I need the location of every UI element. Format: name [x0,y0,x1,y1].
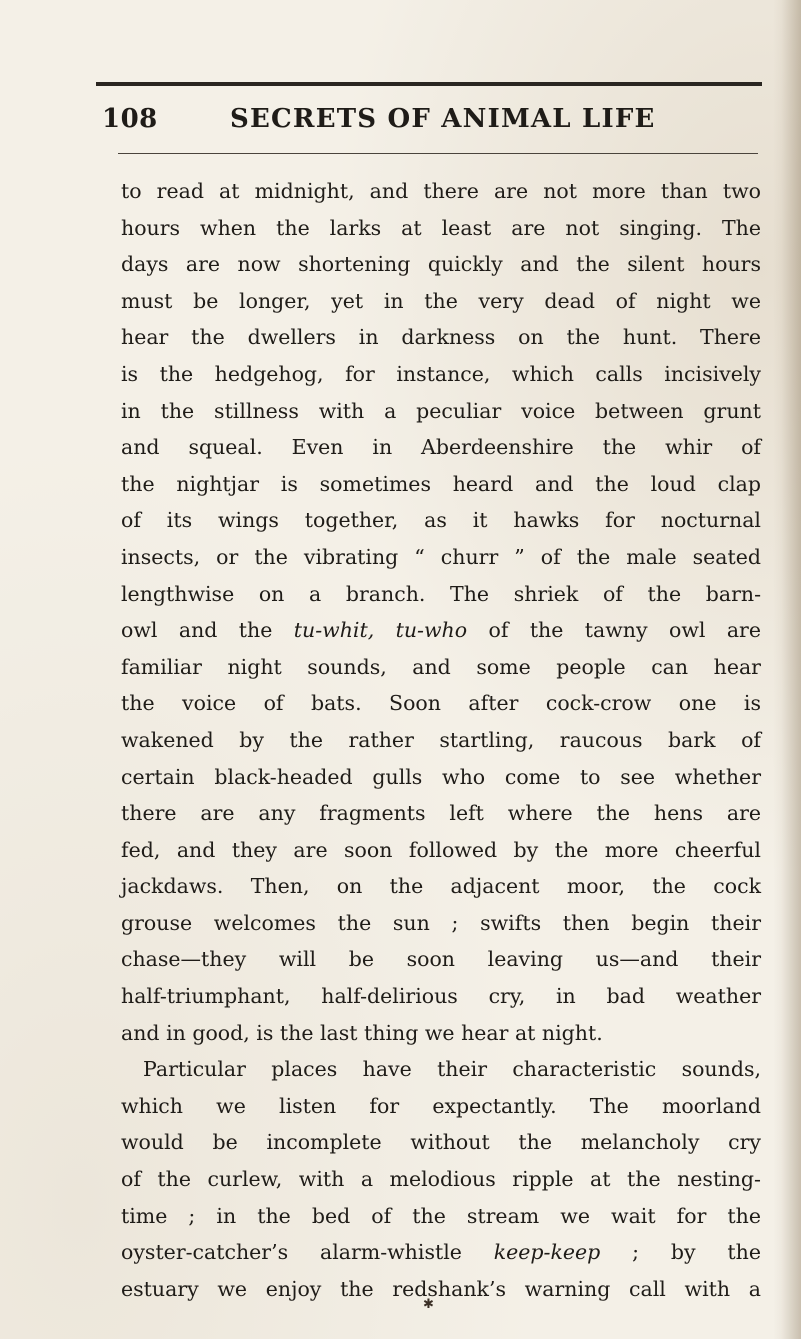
header-bottom-rule [118,153,758,154]
text-line: in the stillness with a peculiar voice between grunt [121,398,761,423]
page-number: 108 [102,104,158,134]
text-run: oyster-catcher’s alarm-whistle [121,1240,494,1265]
page-header [96,104,762,144]
text-run: ; by the [600,1240,761,1265]
text-line: of the curlew, with a melodious ripple at the nesting- [121,1167,761,1192]
body-text [121,173,761,1307]
text-line: insects, or the vibrating “ churr ” of the male seated [121,544,761,569]
text-line: half-triumphant, half-delirious cry, in bad weather [121,984,761,1009]
text-line: hear the dwellers in darkness on the hunt. There [121,325,761,350]
page-edge-shadow [773,0,801,1339]
text-line: the nightjar is sometimes heard and the loud clap [121,471,761,496]
text-line: and squeal. Even in Aberdeenshire the whir of [121,435,761,460]
text-line: hours when the larks at least are not singing. The [121,215,761,240]
text-line: chase—they will be soon leaving us—and their [121,947,761,972]
text-line: there are any fragments left where the hens are [121,801,761,826]
text-line: and in good, is the last thing we hear at night. [121,1020,603,1045]
text-line: certain black-headed gulls who come to see whether [121,764,761,789]
text-line-with-italic [121,1234,761,1271]
text-run: owl and the [121,618,294,643]
text-line: is the hedgehog, for instance, which calls incisively [121,361,761,386]
text-line: time ; in the bed of the stream we wait for the [121,1203,761,1228]
text-line: days are now shortening quickly and the silent hours [121,252,761,277]
italic-owl-call: tu-whit, tu-who [293,618,468,643]
asterisk-mark-icon: ✱ [423,1297,434,1312]
italic-bird-call: keep-keep [493,1240,601,1265]
text-line: would be incomplete without the melancholy cry [121,1130,761,1155]
text-line: of its wings together, as it hawks for nocturnal [121,508,761,533]
text-line: jackdaws. Then, on the adjacent moor, the cock [121,874,761,899]
running-head: SECRETS OF ANIMAL LIFE [230,104,656,134]
text-line: familiar night sounds, and some people can hear [121,654,761,679]
text-line: fed, and they are soon followed by the more cheerful [121,837,761,862]
text-line: to read at midnight, and there are not more than two [121,179,761,203]
text-line-paragraph-start: Particular places have their characteristic sounds, [143,1057,761,1082]
text-line: the voice of bats. Soon after cock-crow one is [121,691,761,716]
text-line: lengthwise on a branch. The shriek of the barn- [121,581,761,606]
text-run: of the tawny owl are [467,618,761,643]
text-line: estuary we enjoy the redshank’s warning call with a [121,1276,761,1301]
text-line: must be longer, yet in the very dead of night we [121,288,761,313]
text-line-with-italic [121,612,761,649]
text-line: wakened by the rather startling, raucous bark of [121,727,761,752]
text-line: which we listen for expectantly. The moorland [121,1093,761,1118]
header-top-rule [96,82,762,86]
text-line: grouse welcomes the sun ; swifts then begin their [121,910,761,935]
